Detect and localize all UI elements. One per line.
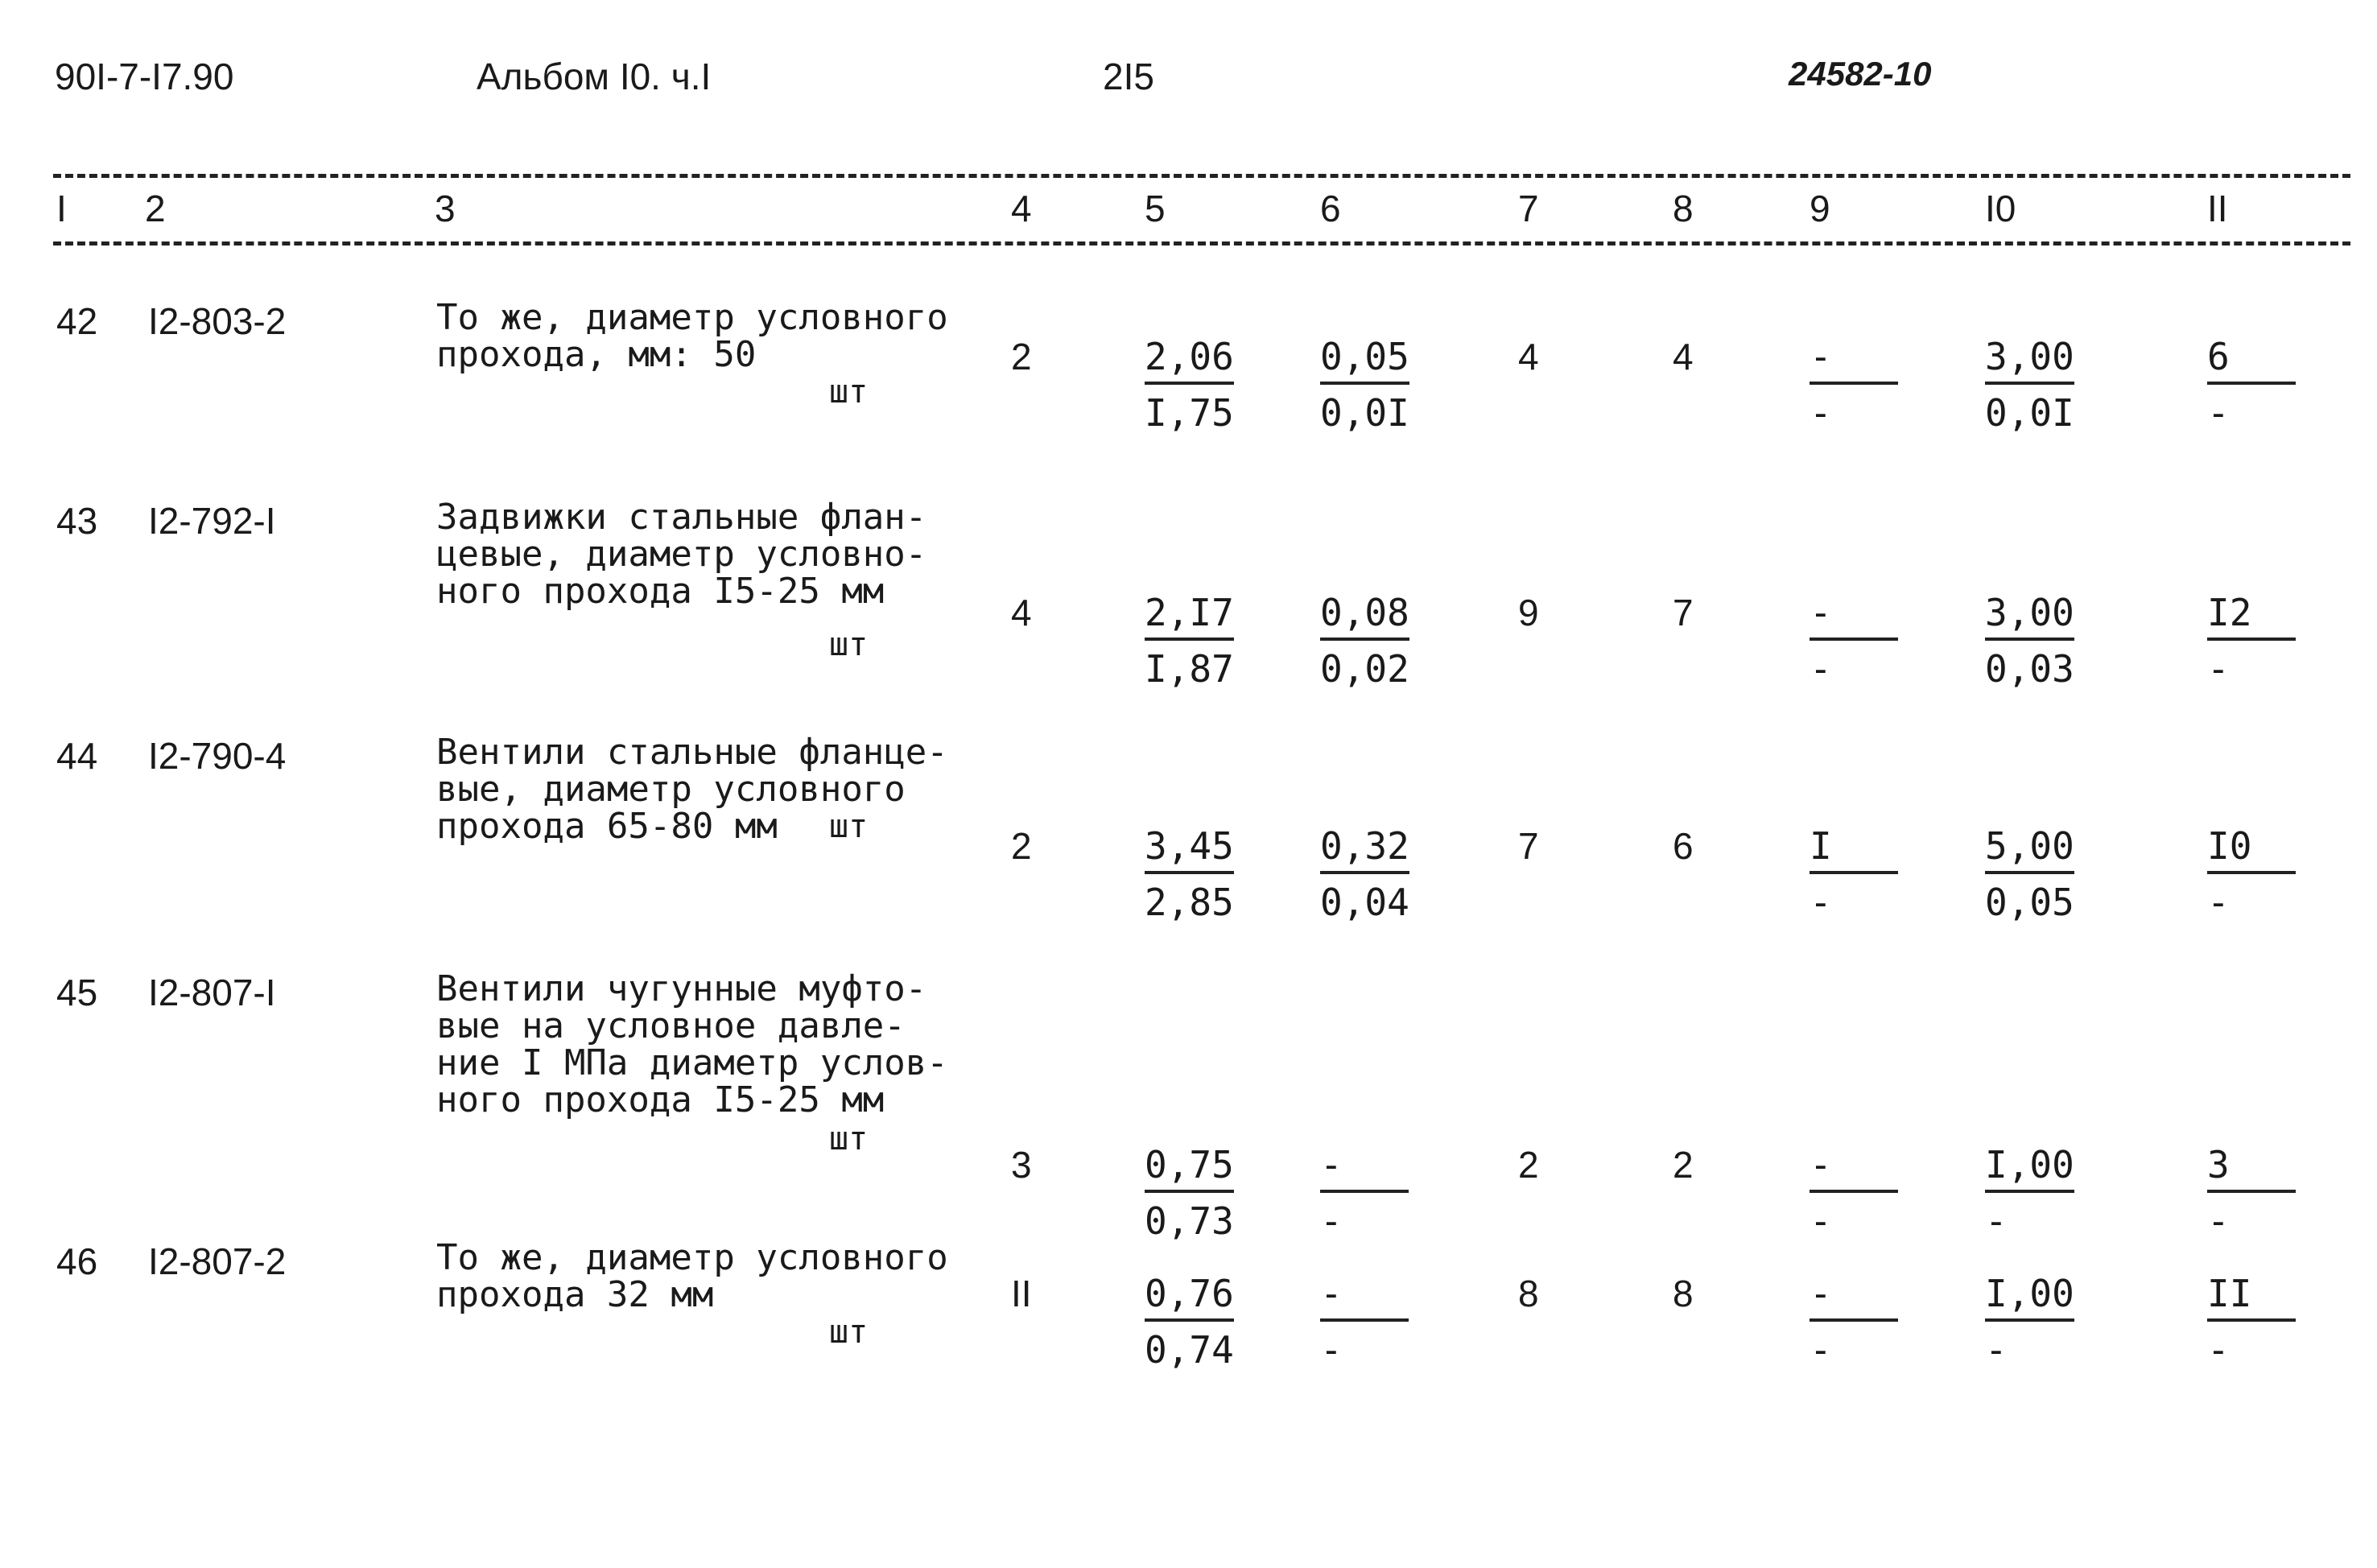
col6-value-denominator: - [1320,1199,1343,1243]
album-label: Альбом I0. ч.I [477,56,712,97]
row-number: 43 [56,500,98,542]
col11-value-numerator: I2 [2207,591,2296,641]
col7-value: 2 [1518,1144,1539,1186]
col7-value: 8 [1518,1273,1539,1314]
col6-value-denominator: 0,02 [1320,647,1409,691]
item-code: I2-792-I [148,500,276,542]
col11-value-denominator: - [2207,647,2230,691]
header-divider-top [53,174,2350,178]
col6-value [1320,824,1409,926]
col10-value [1985,591,2074,692]
unit-label: шт [829,1314,869,1351]
col-header-8: 8 [1673,188,1694,229]
quantity: 2 [1011,825,1032,867]
row-number: 44 [56,735,98,777]
col10-value-numerator: 3,00 [1985,591,2074,641]
col6-value-denominator: - [1320,1328,1343,1372]
col-header-9: 9 [1810,188,1830,229]
row-number: 45 [56,972,98,1013]
col-header-10: I0 [1985,188,2016,229]
col11-value [2207,335,2296,436]
col5-value-denominator: 2,85 [1145,881,1234,924]
col11-value-denominator: - [2207,1328,2230,1372]
col9-value [1810,824,1898,926]
description-line: прохода, мм: 50 [436,334,757,375]
unit-label: шт [829,808,869,845]
col5-value [1145,591,1234,692]
col9-value [1810,335,1898,436]
col9-value-numerator: I [1810,824,1898,874]
description-line: Вентили чугунные муфто- [436,968,927,1009]
quantity: 3 [1011,1144,1032,1186]
header-divider-bottom [53,241,2350,246]
col10-value [1985,1143,2074,1244]
col5-value [1145,335,1234,436]
col11-value-numerator: 6 [2207,335,2296,385]
quantity: 4 [1011,592,1032,633]
col6-value-numerator: 0,05 [1320,335,1409,385]
col6-value [1320,591,1409,692]
col11-value-denominator: - [2207,391,2230,435]
col6-value-denominator: 0,04 [1320,881,1409,924]
col8-value: 7 [1673,592,1694,633]
col9-value [1810,1272,1898,1373]
unit-label: шт [829,626,869,663]
description-line: цевые, диаметр условно- [436,534,927,575]
col9-value [1810,591,1898,692]
description-line: ние I МПа диаметр услов- [436,1042,948,1083]
col5-value-numerator: 0,75 [1145,1143,1234,1193]
row-number: 46 [56,1240,98,1282]
unit-label: шт [829,1120,869,1157]
col11-value [2207,591,2296,692]
col5-value-denominator: 0,74 [1145,1328,1234,1372]
description-line: ного прохода I5-25 мм [436,571,885,612]
unit-label: шт [829,373,869,411]
col9-value-denominator: - [1810,391,1832,435]
col11-value-denominator: - [2207,1199,2230,1243]
col10-value [1985,824,2074,926]
col9-value-numerator: - [1810,1272,1898,1322]
col7-value: 9 [1518,592,1539,633]
col10-value-numerator: I,00 [1985,1143,2074,1193]
col10-value-denominator: 0,05 [1985,881,2074,924]
description-line: То же, диаметр условного [436,1237,948,1278]
description-line: вые на условное давле- [436,1005,906,1046]
col5-value [1145,1272,1234,1373]
doc-code: 90I-7-I7.90 [55,56,234,97]
col11-value-denominator: - [2207,881,2230,924]
col10-value-numerator: 5,00 [1985,824,2074,874]
col11-value-numerator: 3 [2207,1143,2296,1193]
col10-value-denominator: 0,0I [1985,391,2074,435]
col10-value-numerator: I,00 [1985,1272,2074,1322]
col10-value-numerator: 3,00 [1985,335,2074,385]
col11-value [2207,824,2296,926]
item-code: I2-807-I [148,972,276,1013]
col7-value: 7 [1518,825,1539,867]
description-line: Задвижки стальные флан- [436,497,927,538]
col5-value-numerator: 2,06 [1145,335,1234,385]
quantity: 2 [1011,336,1032,378]
col8-value: 8 [1673,1273,1694,1314]
col5-value-numerator: 0,76 [1145,1272,1234,1322]
col6-value [1320,1143,1409,1244]
col9-value-denominator: - [1810,1328,1832,1372]
col10-value [1985,335,2074,436]
col6-value-numerator: 0,32 [1320,824,1409,874]
col5-value-denominator: I,75 [1145,391,1234,435]
col5-value-denominator: I,87 [1145,647,1234,691]
col5-value [1145,1143,1234,1244]
col-header-7: 7 [1518,188,1539,229]
col8-value: 4 [1673,336,1694,378]
col5-value [1145,824,1234,926]
col8-value: 2 [1673,1144,1694,1186]
description-line: прохода 65-80 мм [436,806,778,847]
col11-value-numerator: I0 [2207,824,2296,874]
description-line: То же, диаметр условного [436,297,948,338]
quantity: II [1011,1273,1032,1314]
col6-value-numerator: 0,08 [1320,591,1409,641]
col5-value-denominator: 0,73 [1145,1199,1234,1243]
col-header-6: 6 [1320,188,1341,229]
col11-value [2207,1272,2296,1373]
item-code: I2-790-4 [148,735,287,777]
item-code: I2-807-2 [148,1240,287,1282]
description-line: прохода 32 мм [436,1274,714,1315]
col9-value-denominator: - [1810,881,1832,924]
col10-value-denominator: 0,03 [1985,647,2074,691]
col9-value-denominator: - [1810,647,1832,691]
col6-value [1320,335,1409,436]
description-line: вые, диаметр условного [436,769,906,810]
col9-value-numerator: - [1810,591,1898,641]
col10-value-denominator: - [1985,1328,2008,1372]
handwritten-stamp: 24582-10 [1789,55,1932,93]
page-number: 2I5 [1103,56,1154,97]
description-line: ного прохода I5-25 мм [436,1079,885,1120]
col5-value-numerator: 3,45 [1145,824,1234,874]
col11-value-numerator: II [2207,1272,2296,1322]
col10-value-denominator: - [1985,1199,2008,1243]
col-header-3: 3 [435,188,456,229]
col-header-4: 4 [1011,188,1032,229]
col8-value: 6 [1673,825,1694,867]
row-number: 42 [56,300,98,342]
col6-value [1320,1272,1409,1373]
col10-value [1985,1272,2074,1373]
col9-value-numerator: - [1810,335,1898,385]
col-header-11: II [2207,188,2228,229]
col-header-5: 5 [1145,188,1166,229]
col9-value-numerator: - [1810,1143,1898,1193]
col6-value-denominator: 0,0I [1320,391,1409,435]
col-header-2: 2 [145,188,166,229]
col9-value [1810,1143,1898,1244]
col7-value: 4 [1518,336,1539,378]
col11-value [2207,1143,2296,1244]
col9-value-denominator: - [1810,1199,1832,1243]
item-code: I2-803-2 [148,300,287,342]
col5-value-numerator: 2,I7 [1145,591,1234,641]
col-header-1: I [56,188,67,229]
col6-value-numerator: - [1320,1143,1409,1193]
col6-value-numerator: - [1320,1272,1409,1322]
description-line: Вентили стальные фланце- [436,732,948,773]
